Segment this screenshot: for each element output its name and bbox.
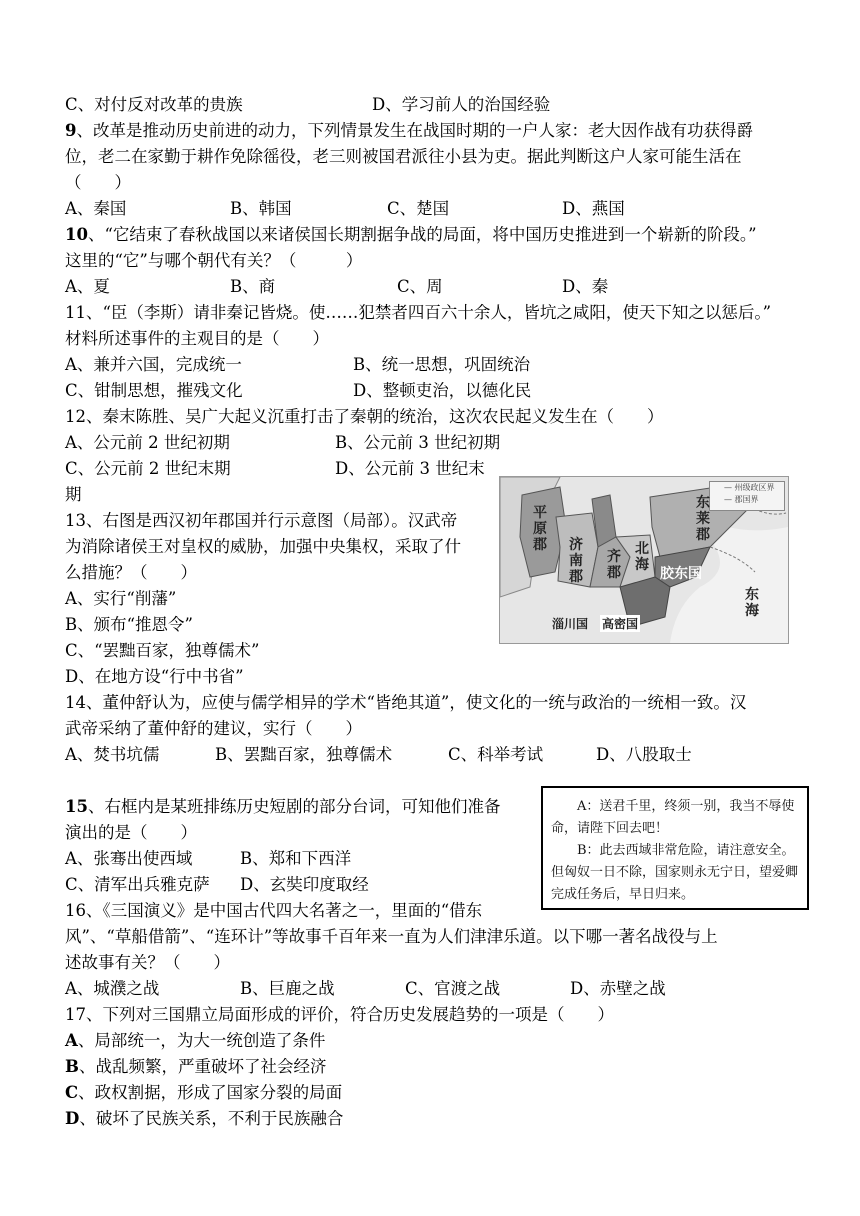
map-label-hai1: 海: [745, 603, 759, 619]
q11-stem-line1: 11、“臣（李斯）请非秦记皆烧。使……犯禁者四百六十余人，皆坑之咸阳，使天下知之以惩后。”: [65, 303, 772, 322]
q17-option-b: [65, 1056, 326, 1078]
q17-stem: 17、下列对三国鼎立局面形成的评价，符合历史发展趋势的一项是（ ）: [65, 1005, 614, 1024]
q15-option-c: C、清军出兵雅克萨: [65, 875, 210, 894]
q9-option-d: D、燕国: [562, 199, 625, 218]
q16-option-d: D、赤壁之战: [570, 979, 666, 998]
dialogue-line-a: A：送君千里，终须一别，我当不辱使命，请陛下回去吧！: [551, 799, 795, 836]
q14-stem-line2: 武帝采纳了董仲舒的建议，实行（ ）: [65, 719, 362, 738]
q10-stem-text: 、“它结束了春秋战国以来诸侯国长期割据争战的局面，将中国历史推进到一个崭新的阶段。”: [87, 225, 757, 244]
q14-stem-line1: 14、董仲舒认为，应使与儒学相异的学术“皆绝其道”，使文化的一统与政治的一统相一致。汉: [65, 693, 747, 712]
q9-stem-line3: （ ）: [65, 173, 131, 192]
q16-option-b: B、巨鹿之战: [240, 979, 335, 998]
q17-letter-b: B: [65, 1057, 79, 1076]
map-label-gaomi: 高密国: [602, 617, 639, 631]
q13-stem-line2: 为消除诸侯王对皇权的威胁，加强中央集权，采取了什: [65, 537, 461, 556]
q10-stem-line2: 这里的“它”与哪个朝代有关？（ ）: [65, 251, 363, 270]
q14-option-d: D、八股取士: [596, 745, 692, 764]
q17-text-c: 、政权割据，形成了国家分裂的局面: [78, 1083, 343, 1102]
q17-letter-c: C: [65, 1083, 79, 1102]
map-label-bei: 北: [635, 541, 649, 557]
q14-option-b: B、罢黜百家，独尊儒术: [215, 745, 393, 764]
map-legend-item-2: — 郡国界: [724, 495, 759, 504]
q9-stem-line2: 位，老二在家勤于耕作免除徭役，老三则被国君派往小县为吏。据此判断这户人家可能生活在: [65, 147, 742, 166]
q10-option-d: D、秦: [562, 277, 609, 296]
map-label-nan: 南: [569, 553, 583, 569]
map-label-donglai: [695, 495, 711, 543]
q17-text-a: 、局部统一，为大一统创造了条件: [77, 1031, 326, 1050]
q17-text-b: 、战乱频繁，严重破坏了社会经济: [78, 1057, 327, 1076]
q11-stem-line2: 材料所述事件的主观目的是（ ）: [65, 329, 329, 348]
q16-option-c: C、官渡之战: [405, 979, 501, 998]
q12-option-d: D、公元前 3 世纪末: [335, 459, 485, 478]
q15-option-a: A、张骞出使西域: [65, 849, 193, 868]
q15-stem-line1: [65, 796, 500, 818]
q13-stem-line3: 么措施？（ ）: [65, 563, 197, 582]
map-label-dong1: 东: [696, 495, 710, 511]
q11-option-b: B、统一思想，巩固统治: [353, 355, 531, 374]
map-label-yuan: 原: [533, 521, 547, 537]
map-label-ji: 济: [569, 537, 583, 553]
q10-stem-line1: [65, 224, 757, 246]
q16-stem-line2: 风”、“草船借箭”、“连环计”等故事千百年来一直为人们津津乐道。以下哪一著名战役与上: [65, 927, 718, 946]
q15-stem-line2: 演出的是（ ）: [65, 823, 197, 842]
q12-option-c: C、公元前 2 世纪末期: [65, 459, 231, 478]
western-han-map: [499, 476, 789, 644]
q14-option-c: C、科举考试: [448, 745, 544, 764]
q13-option-b: B、颁布“推恩令”: [65, 615, 193, 634]
q16-stem-line1: 16、《三国演义》是中国古代四大名著之一，里面的“借东: [65, 901, 483, 920]
q12-option-a: A、公元前 2 世纪初期: [65, 433, 230, 452]
q15-option-d: D、玄奘印度取经: [240, 875, 369, 894]
map-label-zichuan: 淄川国: [552, 617, 589, 631]
dialogue-line-b: B：此去西域非常危险，请注意安全。但匈奴一日不除，国家则永无宁日，望爱卿完成任务后，早日归来。: [551, 843, 799, 902]
map-label-lai: 莱: [696, 511, 710, 527]
map-label-jun2: 郡: [569, 569, 583, 585]
map-label-jinan: [568, 537, 584, 585]
q15-number: 15: [65, 797, 88, 816]
map-label-beihai: [634, 541, 650, 573]
q14-option-a: A、焚书坑儒: [65, 745, 160, 764]
q13-stem-line1: 13、右图是西汉初年郡国并行示意图（局部）。汉武帝: [65, 511, 458, 530]
map-label-dong2: 东: [745, 587, 759, 603]
q11-option-d: D、整顿吏治，以德化民: [353, 381, 532, 400]
map-label-qijun: [606, 549, 622, 581]
q8-option-d: D、学习前人的治国经验: [372, 95, 551, 114]
q17-letter-a: A: [65, 1031, 78, 1050]
q9-number: 9: [65, 121, 77, 140]
map-label-pingyuan: [532, 505, 548, 553]
map-label-qi: 齐: [607, 549, 621, 565]
map-legend-item-1: — 州级政区界: [724, 483, 775, 492]
map-label-jun4: 郡: [607, 565, 621, 581]
q9-option-a: A、秦国: [65, 199, 127, 218]
q15-stem-text: 、右框内是某班排练历史短剧的部分台词，可知他们准备: [87, 797, 501, 816]
q12-option-d-wrap: 期: [65, 485, 82, 504]
q15-option-b: B、郑和下西洋: [240, 849, 352, 868]
q9-stem-text: 、改革是推动历史前进的动力，下列情景发生在战国时期的一户人家：老大因作战有功获得爵: [76, 121, 753, 140]
script-dialogue-box: [541, 786, 809, 910]
map-legend: [709, 481, 785, 511]
q9-stem-line1: [65, 120, 753, 142]
map-label-hai2: 海: [635, 557, 649, 573]
map-label-donghai: [744, 587, 760, 619]
q9-option-c: C、楚国: [387, 199, 450, 218]
q12-option-b: B、公元前 3 世纪初期: [335, 433, 501, 452]
map-label-jun3: 郡: [696, 527, 710, 543]
q10-option-a: A、夏: [65, 277, 110, 296]
map-label-jun1: 郡: [533, 537, 547, 553]
q17-option-c: [65, 1082, 342, 1104]
q10-number: 10: [65, 225, 88, 244]
q10-option-c: C、周: [397, 277, 443, 296]
map-label-ping: 平: [533, 505, 547, 521]
q13-option-a: A、实行“削藩”: [65, 589, 177, 608]
q17-text-d: 、破坏了民族关系，不利于民族融合: [79, 1109, 344, 1128]
q10-option-b: B、商: [230, 277, 276, 296]
q16-option-a: A、城濮之战: [65, 979, 160, 998]
q13-option-c: C、“罢黜百家，独尊儒术”: [65, 641, 260, 660]
q9-option-b: B、韩国: [230, 199, 292, 218]
q16-stem-line3: 述故事有关？（ ）: [65, 953, 230, 972]
q17-option-a: [65, 1030, 325, 1052]
q11-option-a: A、兼并六国，完成统一: [65, 355, 242, 374]
q12-stem: 12、秦末陈胜、吴广大起义沉重打击了秦朝的统治，这次农民起义发生在（ ）: [65, 407, 664, 426]
q13-option-d: D、在地方设“行中书省”: [65, 667, 244, 686]
q8-option-c: C、对付反对改革的贵族: [65, 95, 243, 114]
map-label-jiaodong: 胶东国: [660, 566, 702, 582]
q17-option-d: [65, 1108, 343, 1130]
q17-letter-d: D: [65, 1109, 80, 1128]
q11-option-c: C、钳制思想，摧残文化: [65, 381, 243, 400]
